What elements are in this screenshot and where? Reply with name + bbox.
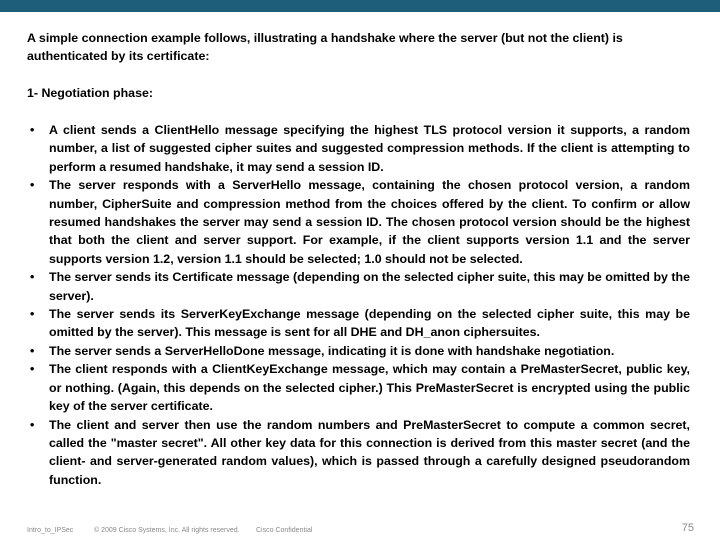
bullet-text: The server responds with a ServerHello message, containing the chosen protocol version, a random number, CipherSuite and compression method from the choices offered by the client. To confirm or allow resumed handshakes the server may send a session ID. The chosen protocol version should be the highest that both the client and server support. For example, if the client supports version 1.1 and the server supports version 1.2, version 1.1 should be selected; 1.0 should not be selected. [49, 178, 690, 266]
slide-content [27, 29, 690, 489]
bullet-item [27, 176, 690, 268]
bullet-text: The client responds with a ClientKeyExchange message, which may contain a PreMasterSecret, public key, or nothing. (Again, this depends on the selected cipher.) This PreMasterSecret is encrypted using the public key of the server certificate. [49, 362, 690, 414]
bullet-dot: • [30, 178, 35, 193]
bullet-text: The server sends its ServerKeyExchange message (depending on the selected cipher suite, this may be omitted by the server). This message is sent for all DHE and DH_anon ciphersuites. [49, 307, 690, 340]
bullet-text: A client sends a ClientHello message specifying the highest TLS protocol version it supports, a random number, a list of suggested cipher suites and suggested compression methods. If the client is attempting to perform a resumed handshake, it may send a session ID. [49, 123, 690, 174]
phase-title: 1- Negotiation phase: [27, 86, 153, 101]
bullet-dot: • [30, 123, 35, 137]
top-accent-bar [0, 0, 720, 12]
bullet-text: The server sends its Certificate message (depending on the selected cipher suite, this may be omitted by the server). [49, 270, 690, 303]
footer-file-name: Intro_to_IPSec [27, 527, 74, 534]
bullet-list [27, 121, 690, 489]
bullet-item [27, 305, 690, 342]
bullet-item [27, 342, 690, 360]
bullet-dot: • [30, 362, 35, 377]
bullet-text: The client and server then use the random numbers and PreMasterSecret to compute a common secret, called the "master secret". All other key data for this connection is derived from this master secret (and the client- and server-generated random values), which is passed through a carefully designed pseudorandom function. [49, 417, 690, 487]
page-number: 75 [681, 522, 694, 534]
bullet-dot: • [30, 417, 35, 432]
bullet-item [27, 268, 690, 305]
footer-copyright: © 2009 Cisco Systems, Inc. All rights reserved. [94, 527, 240, 534]
bullet-dot: • [30, 343, 35, 358]
bullet-item [27, 360, 690, 415]
bullet-item [27, 121, 690, 176]
intro-paragraph: A simple connection example follows, illustrating a handshake where the server (but not the client) is authenticated by its certificate: [27, 31, 623, 64]
bullet-text: The server sends a ServerHelloDone message, indicating it is done with handshake negotiation. [49, 343, 615, 358]
bullet-item [27, 416, 690, 490]
footer-confidential: Cisco Confidential [256, 527, 313, 534]
bullet-dot: • [30, 307, 35, 322]
bullet-dot: • [30, 270, 35, 285]
